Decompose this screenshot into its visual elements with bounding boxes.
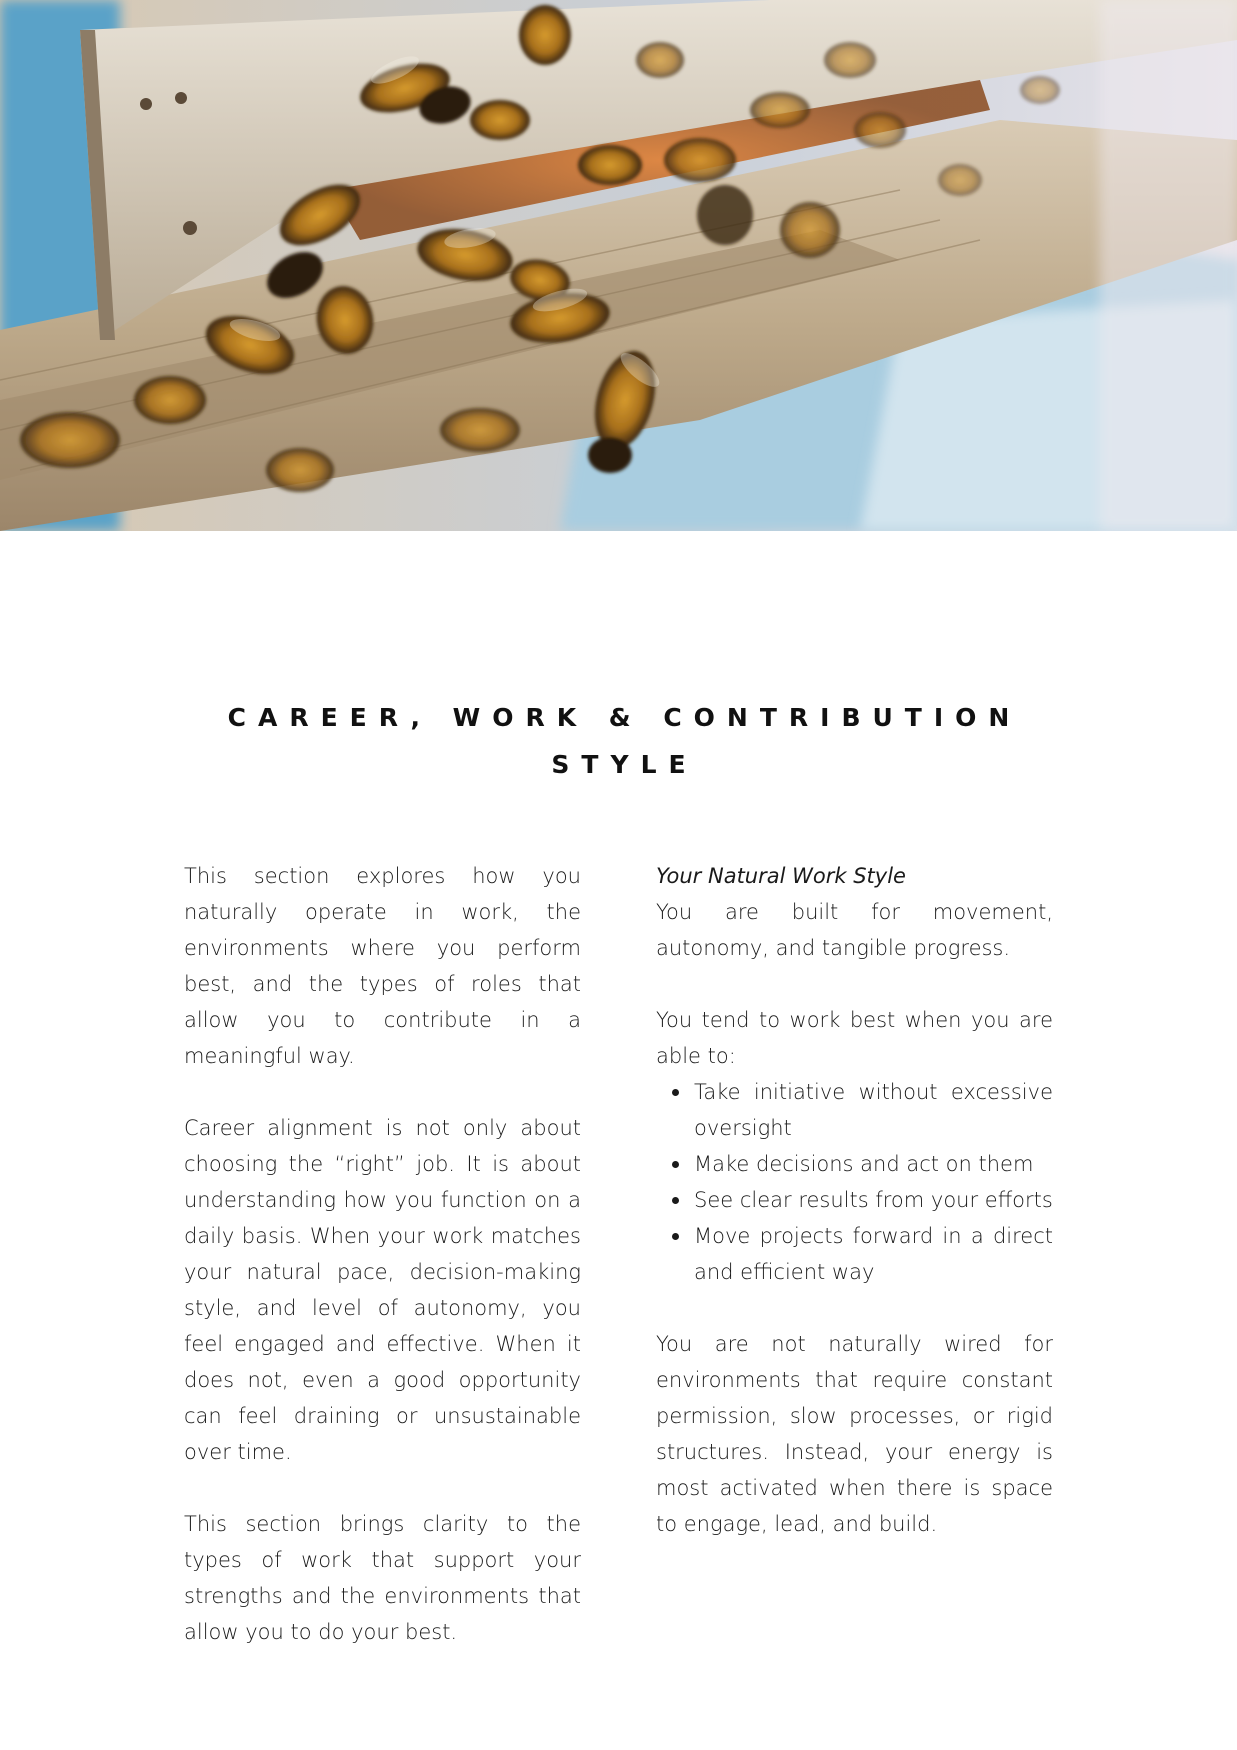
work-style-subheading: Your Natural Work Style: [656, 864, 906, 888]
left-column: [184, 858, 581, 1650]
list-intro: You tend to work best when you are able to:: [656, 1008, 1053, 1068]
right-column: [656, 858, 1053, 1542]
hero-image: [0, 0, 1237, 531]
bees-hive-photo: [0, 0, 1237, 531]
list-item: Make decisions and act on them: [694, 1146, 1053, 1182]
intro-paragraph: This section explores how you naturally operate in work, the environments where you perform best, and the types of roles that allow you to contribute in a meaningful way.: [184, 864, 581, 1068]
page-title: CAREER, WORK & CONTRIBUTION STYLE: [227, 703, 1022, 779]
career-alignment-paragraph: Career alignment is not only about choosing the “right” job. It is about understanding how you function on a daily basis. When your work matches your natural pace, decision-making style, and level of autonomy, you feel engaged and effective. When it does not, even a good opportunity can feel draining or unsustainable over time.: [184, 1116, 581, 1464]
list-item: See clear results from your efforts: [694, 1182, 1053, 1218]
clarity-paragraph: This section brings clarity to the types of work that support your strengths and the environments that allow you to do your best.: [184, 1512, 581, 1644]
list-item: Take initiative without excessive oversight: [694, 1074, 1053, 1146]
work-style-list: [656, 1074, 1053, 1290]
list-item: Move projects forward in a direct and efficient way: [694, 1218, 1053, 1290]
work-style-intro: You are built for movement, autonomy, and tangible progress.: [656, 900, 1053, 960]
closing-paragraph: You are not naturally wired for environments that require constant permission, slow processes, or rigid structures. Instead, your energy is most activated when there is space to engage, lead, and build.: [656, 1332, 1053, 1536]
